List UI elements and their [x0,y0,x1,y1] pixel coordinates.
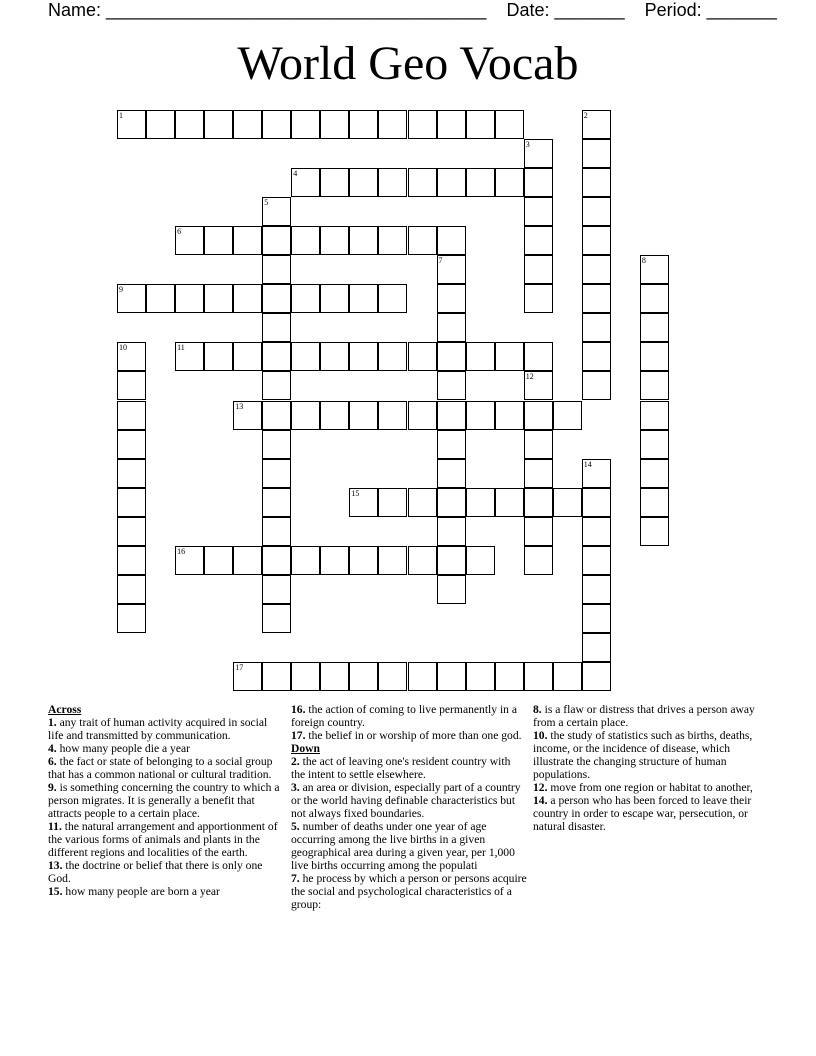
crossword-cell[interactable] [408,488,437,517]
across-clue-list [48,716,284,898]
crossword-cell[interactable] [466,401,495,430]
crossword-cell[interactable] [117,430,146,459]
clue-number-label: 14 [583,459,592,469]
crossword-cell[interactable] [378,284,407,313]
crossword-cell[interactable] [582,139,611,168]
period-blank[interactable]: _______ [706,0,777,20]
clues-column-3 [533,703,773,833]
crossword-cell[interactable] [291,110,320,139]
crossword-cell[interactable] [146,110,175,139]
crossword-cell[interactable] [437,168,466,197]
clue-number: 4. [48,742,57,755]
clue-item [48,885,284,898]
clue-number-label: 9 [119,285,123,295]
crossword-cell[interactable] [582,546,611,575]
crossword-cell[interactable] [524,255,553,284]
crossword-cell[interactable] [437,110,466,139]
clue-number: 10. [533,729,548,742]
clue-text: is something concerning the country to which a person migrates. It is generally a benefit that attracts people to a certain place. [48,781,280,820]
crossword-cell[interactable] [524,284,553,313]
crossword-cell[interactable] [466,110,495,139]
clue-item [291,872,527,911]
crossword-cell[interactable] [524,139,553,168]
clue-item [291,820,527,872]
clue-number-label: 11 [177,343,185,353]
crossword-cell[interactable] [495,168,524,197]
crossword-cell[interactable] [117,342,146,371]
crossword-cell[interactable] [320,284,349,313]
crossword-cell[interactable] [437,430,466,459]
crossword-cell[interactable] [262,459,291,488]
across-clue-list-continued [291,703,527,742]
crossword-cell[interactable] [175,110,204,139]
crossword-cell[interactable] [262,430,291,459]
crossword-cell[interactable] [349,168,378,197]
clue-item [533,729,773,781]
clue-number: 16. [291,703,306,716]
crossword-cell[interactable] [582,371,611,400]
crossword-cell[interactable] [640,430,669,459]
clue-number: 1. [48,716,57,729]
clue-item [48,781,284,820]
crossword-cell[interactable] [553,488,582,517]
clue-text: the act of leaving one's resident country with the intent to settle elsewhere. [291,755,511,781]
crossword-cell[interactable] [524,517,553,546]
crossword-cell[interactable] [408,401,437,430]
crossword-cell[interactable] [233,284,262,313]
crossword-cell[interactable] [408,546,437,575]
crossword-cell[interactable] [233,546,262,575]
crossword-cell[interactable] [349,546,378,575]
crossword-cell[interactable] [640,488,669,517]
crossword-cell[interactable] [320,546,349,575]
crossword-cell[interactable] [640,517,669,546]
clue-number-label: 1 [119,111,123,120]
clue-number-label: 10 [119,343,127,353]
crossword-cell[interactable] [582,575,611,604]
crossword-cell[interactable] [204,284,233,313]
crossword-cell[interactable] [204,110,233,139]
crossword-cell[interactable] [378,546,407,575]
crossword-cell[interactable] [582,313,611,342]
clues-column-1 [48,703,284,898]
crossword-cell[interactable] [291,546,320,575]
crossword-cell[interactable] [408,226,437,255]
clue-item [533,781,773,794]
crossword-cell[interactable] [524,430,553,459]
down-heading: Down [291,742,320,755]
crossword-cell[interactable] [291,342,320,371]
clue-number-label: 13 [235,401,244,411]
clue-text: the action of coming to live permanently in a foreign country. [291,703,518,729]
clue-item [291,755,527,781]
crossword-cell[interactable] [582,633,611,662]
crossword-cell[interactable] [408,168,437,197]
crossword-cell[interactable] [640,342,669,371]
crossword-cell[interactable] [117,284,146,313]
crossword-cell[interactable] [262,226,291,255]
crossword-cell[interactable] [349,401,378,430]
crossword-cell[interactable] [524,662,553,691]
clue-text: a person who has been forced to leave their country in order to escape war, persecution, or natural disaster. [533,794,752,833]
crossword-cell[interactable] [437,313,466,342]
clue-number: 11. [48,820,62,833]
crossword-cell[interactable] [233,401,262,430]
crossword-cell[interactable] [233,662,262,691]
clue-item [291,729,527,742]
crossword-cell[interactable] [291,662,320,691]
crossword-cell[interactable] [466,342,495,371]
crossword-cell[interactable] [582,226,611,255]
crossword-cell[interactable] [582,604,611,633]
crossword-cell[interactable] [437,575,466,604]
crossword-cell[interactable] [408,342,437,371]
clue-text: move from one region or habitat to another, [547,781,753,794]
crossword-cell[interactable] [175,546,204,575]
crossword-cell[interactable] [262,197,291,226]
crossword-cell[interactable] [524,488,553,517]
crossword-cell[interactable] [233,226,262,255]
clue-number: 15. [48,885,63,898]
down-clue-list [291,755,527,911]
crossword-cell[interactable] [146,284,175,313]
clue-number-label: 15 [351,488,360,498]
crossword-cell[interactable] [291,168,320,197]
clue-text: the natural arrangement and apportionment of the various forms of animals and plants in the different regions and localities of the earth. [48,820,278,859]
clue-text: number of deaths under one year of age occurring among the live births in a given geographical area during a given year, per 1,000 live births occurring among the populati [291,820,515,872]
crossword-cell[interactable] [408,662,437,691]
clue-text: an area or division, especially part of a country or the world having definable characteristics but not always fixed boundaries. [291,781,521,820]
date-blank[interactable]: _______ [554,0,625,20]
crossword-cell[interactable] [117,546,146,575]
clue-number-label: 3 [525,140,530,150]
crossword-cell[interactable] [291,401,320,430]
clue-number-label: 8 [641,256,646,266]
crossword-cell[interactable] [175,342,204,371]
crossword-cell[interactable] [524,401,553,430]
crossword-cell[interactable] [524,197,553,226]
crossword-cell[interactable] [495,401,524,430]
crossword-cell[interactable] [117,110,146,139]
crossword-cell[interactable] [640,459,669,488]
clue-number: 2. [291,755,300,768]
clue-item [291,781,527,820]
clues-column-2 [291,703,527,911]
crossword-cell[interactable] [320,168,349,197]
crossword-cell[interactable] [349,488,378,517]
clue-item [533,794,773,833]
clue-number-label: 5 [264,198,269,208]
crossword-cell[interactable] [262,517,291,546]
crossword-cell[interactable] [582,517,611,546]
clue-text: the belief in or worship of more than one god. [305,729,522,742]
crossword-cell[interactable] [262,488,291,517]
page-title: World Geo Vocab [237,37,579,90]
clue-number: 3. [291,781,300,794]
crossword-cell[interactable] [524,342,553,371]
crossword-cell[interactable] [524,546,553,575]
crossword-cell[interactable] [378,401,407,430]
crossword-cell[interactable] [378,226,407,255]
crossword-cell[interactable] [437,342,466,371]
crossword-cell[interactable] [524,371,553,400]
clue-item [48,859,284,885]
clue-number-label: 17 [235,662,244,672]
down-clue-list-continued [533,703,773,833]
crossword-cell[interactable] [437,546,466,575]
crossword-cell[interactable] [495,488,524,517]
crossword-cell[interactable] [262,371,291,400]
crossword-cell[interactable] [117,604,146,633]
clue-number: 12. [533,781,548,794]
clue-text: any trait of human activity acquired in social life and transmitted by communication. [48,716,268,742]
crossword-cell[interactable] [495,342,524,371]
crossword-cell[interactable] [175,226,204,255]
crossword-cell[interactable] [466,488,495,517]
clue-number-label: 6 [177,227,182,237]
clue-item [48,716,284,742]
crossword-cell[interactable] [117,401,146,430]
crossword-cell[interactable] [349,110,378,139]
clue-number: 7. [291,872,300,885]
crossword-cell[interactable] [582,284,611,313]
crossword-cell[interactable] [640,313,669,342]
clue-number: 17. [291,729,306,742]
crossword-cell[interactable] [495,110,524,139]
crossword-cell[interactable] [582,459,611,488]
crossword-cell[interactable] [117,459,146,488]
crossword-cell[interactable] [204,546,233,575]
clue-number: 8. [533,703,542,716]
crossword-cell[interactable] [349,342,378,371]
clue-text: the fact or state of belonging to a social group that has a common national or cultural tradition. [48,755,273,781]
clue-number-label: 4 [293,169,298,179]
crossword-cell[interactable] [524,168,553,197]
crossword-cell[interactable] [378,168,407,197]
crossword-cell[interactable] [233,342,262,371]
crossword-cell[interactable] [262,604,291,633]
crossword-cell[interactable] [466,168,495,197]
crossword-cell[interactable] [320,401,349,430]
crossword-cell[interactable] [262,284,291,313]
crossword-cell[interactable] [320,110,349,139]
crossword-cell[interactable] [582,197,611,226]
crossword-cell[interactable] [204,226,233,255]
crossword-cell[interactable] [204,342,233,371]
clue-number-label: 16 [177,546,186,556]
crossword-cell[interactable] [175,284,204,313]
period-label: Period: [644,0,702,20]
clue-text: the study of statistics such as births, deaths, income, or the incidence of disease, which illustrate the changing structure of human populations. [533,729,753,781]
crossword-cell[interactable] [582,110,611,139]
crossword-cell[interactable] [262,546,291,575]
crossword-cell[interactable] [320,226,349,255]
crossword-cell[interactable] [378,110,407,139]
crossword-cell[interactable] [582,168,611,197]
crossword-cell[interactable] [262,342,291,371]
crossword-cell[interactable] [408,110,437,139]
crossword-cell[interactable] [349,284,378,313]
crossword-cell[interactable] [349,226,378,255]
crossword-cell[interactable] [437,255,466,284]
crossword-cell[interactable] [524,459,553,488]
clue-item [533,703,773,729]
crossword-cell[interactable] [320,662,349,691]
crossword-cell[interactable] [582,488,611,517]
crossword-cell[interactable] [233,110,262,139]
crossword-cell[interactable] [262,575,291,604]
crossword-cell[interactable] [582,342,611,371]
crossword-cell[interactable] [320,342,349,371]
crossword-cell[interactable] [262,255,291,284]
crossword-cell[interactable] [262,401,291,430]
crossword-cell[interactable] [378,488,407,517]
crossword-cell[interactable] [640,401,669,430]
crossword-cell[interactable] [437,284,466,313]
clue-item [48,742,284,755]
crossword-cell[interactable] [524,226,553,255]
crossword-cell[interactable] [349,662,378,691]
date-label: Date: [506,0,550,20]
crossword-cell[interactable] [262,313,291,342]
clue-item [291,703,527,729]
clue-item [48,820,284,859]
name-label: Name: [48,0,102,20]
crossword-cell[interactable] [378,342,407,371]
crossword-cell[interactable] [117,371,146,400]
crossword-cell[interactable] [437,488,466,517]
crossword-cell[interactable] [437,662,466,691]
crossword-cell[interactable] [117,517,146,546]
crossword-cell[interactable] [437,226,466,255]
clue-text: he process by which a person or persons acquire the social and psychological characteristics of a group: [291,872,527,911]
clue-number: 9. [48,781,57,794]
crossword-cell[interactable] [437,371,466,400]
crossword-cell[interactable] [437,459,466,488]
crossword-cell[interactable] [495,662,524,691]
clue-number: 13. [48,859,63,872]
clue-text: how many people are born a year [62,885,220,898]
clue-number-label: 12 [525,372,534,382]
crossword-cell[interactable] [291,284,320,313]
crossword-cell[interactable] [466,546,495,575]
crossword-cell[interactable] [437,517,466,546]
clue-text: the doctrine or belief that there is only one God. [48,859,263,885]
clue-number-label: 7 [438,256,443,266]
crossword-cell[interactable] [582,662,611,691]
crossword-cell[interactable] [553,662,582,691]
crossword-cell[interactable] [466,662,495,691]
crossword-cell[interactable] [640,255,669,284]
crossword-cell[interactable] [640,284,669,313]
clue-text: how many people die a year [56,742,190,755]
crossword-cell[interactable] [262,110,291,139]
clue-number: 14. [533,794,548,807]
crossword-cell[interactable] [117,488,146,517]
name-blank[interactable]: ______________________________________ [106,0,487,20]
clue-text: is a flaw or distress that drives a person away from a certain place. [533,703,755,729]
crossword-cell[interactable] [291,226,320,255]
across-heading: Across [48,703,82,716]
clue-number: 5. [291,820,300,833]
clue-item [48,755,284,781]
clue-number-label: 2 [583,111,588,120]
clue-number: 6. [48,755,57,768]
crossword-cell[interactable] [553,401,582,430]
crossword-cell[interactable] [117,575,146,604]
crossword-cell[interactable] [378,662,407,691]
crossword-cell[interactable] [262,662,291,691]
crossword-cell[interactable] [437,401,466,430]
crossword-cell[interactable] [582,255,611,284]
crossword-cell[interactable] [640,371,669,400]
